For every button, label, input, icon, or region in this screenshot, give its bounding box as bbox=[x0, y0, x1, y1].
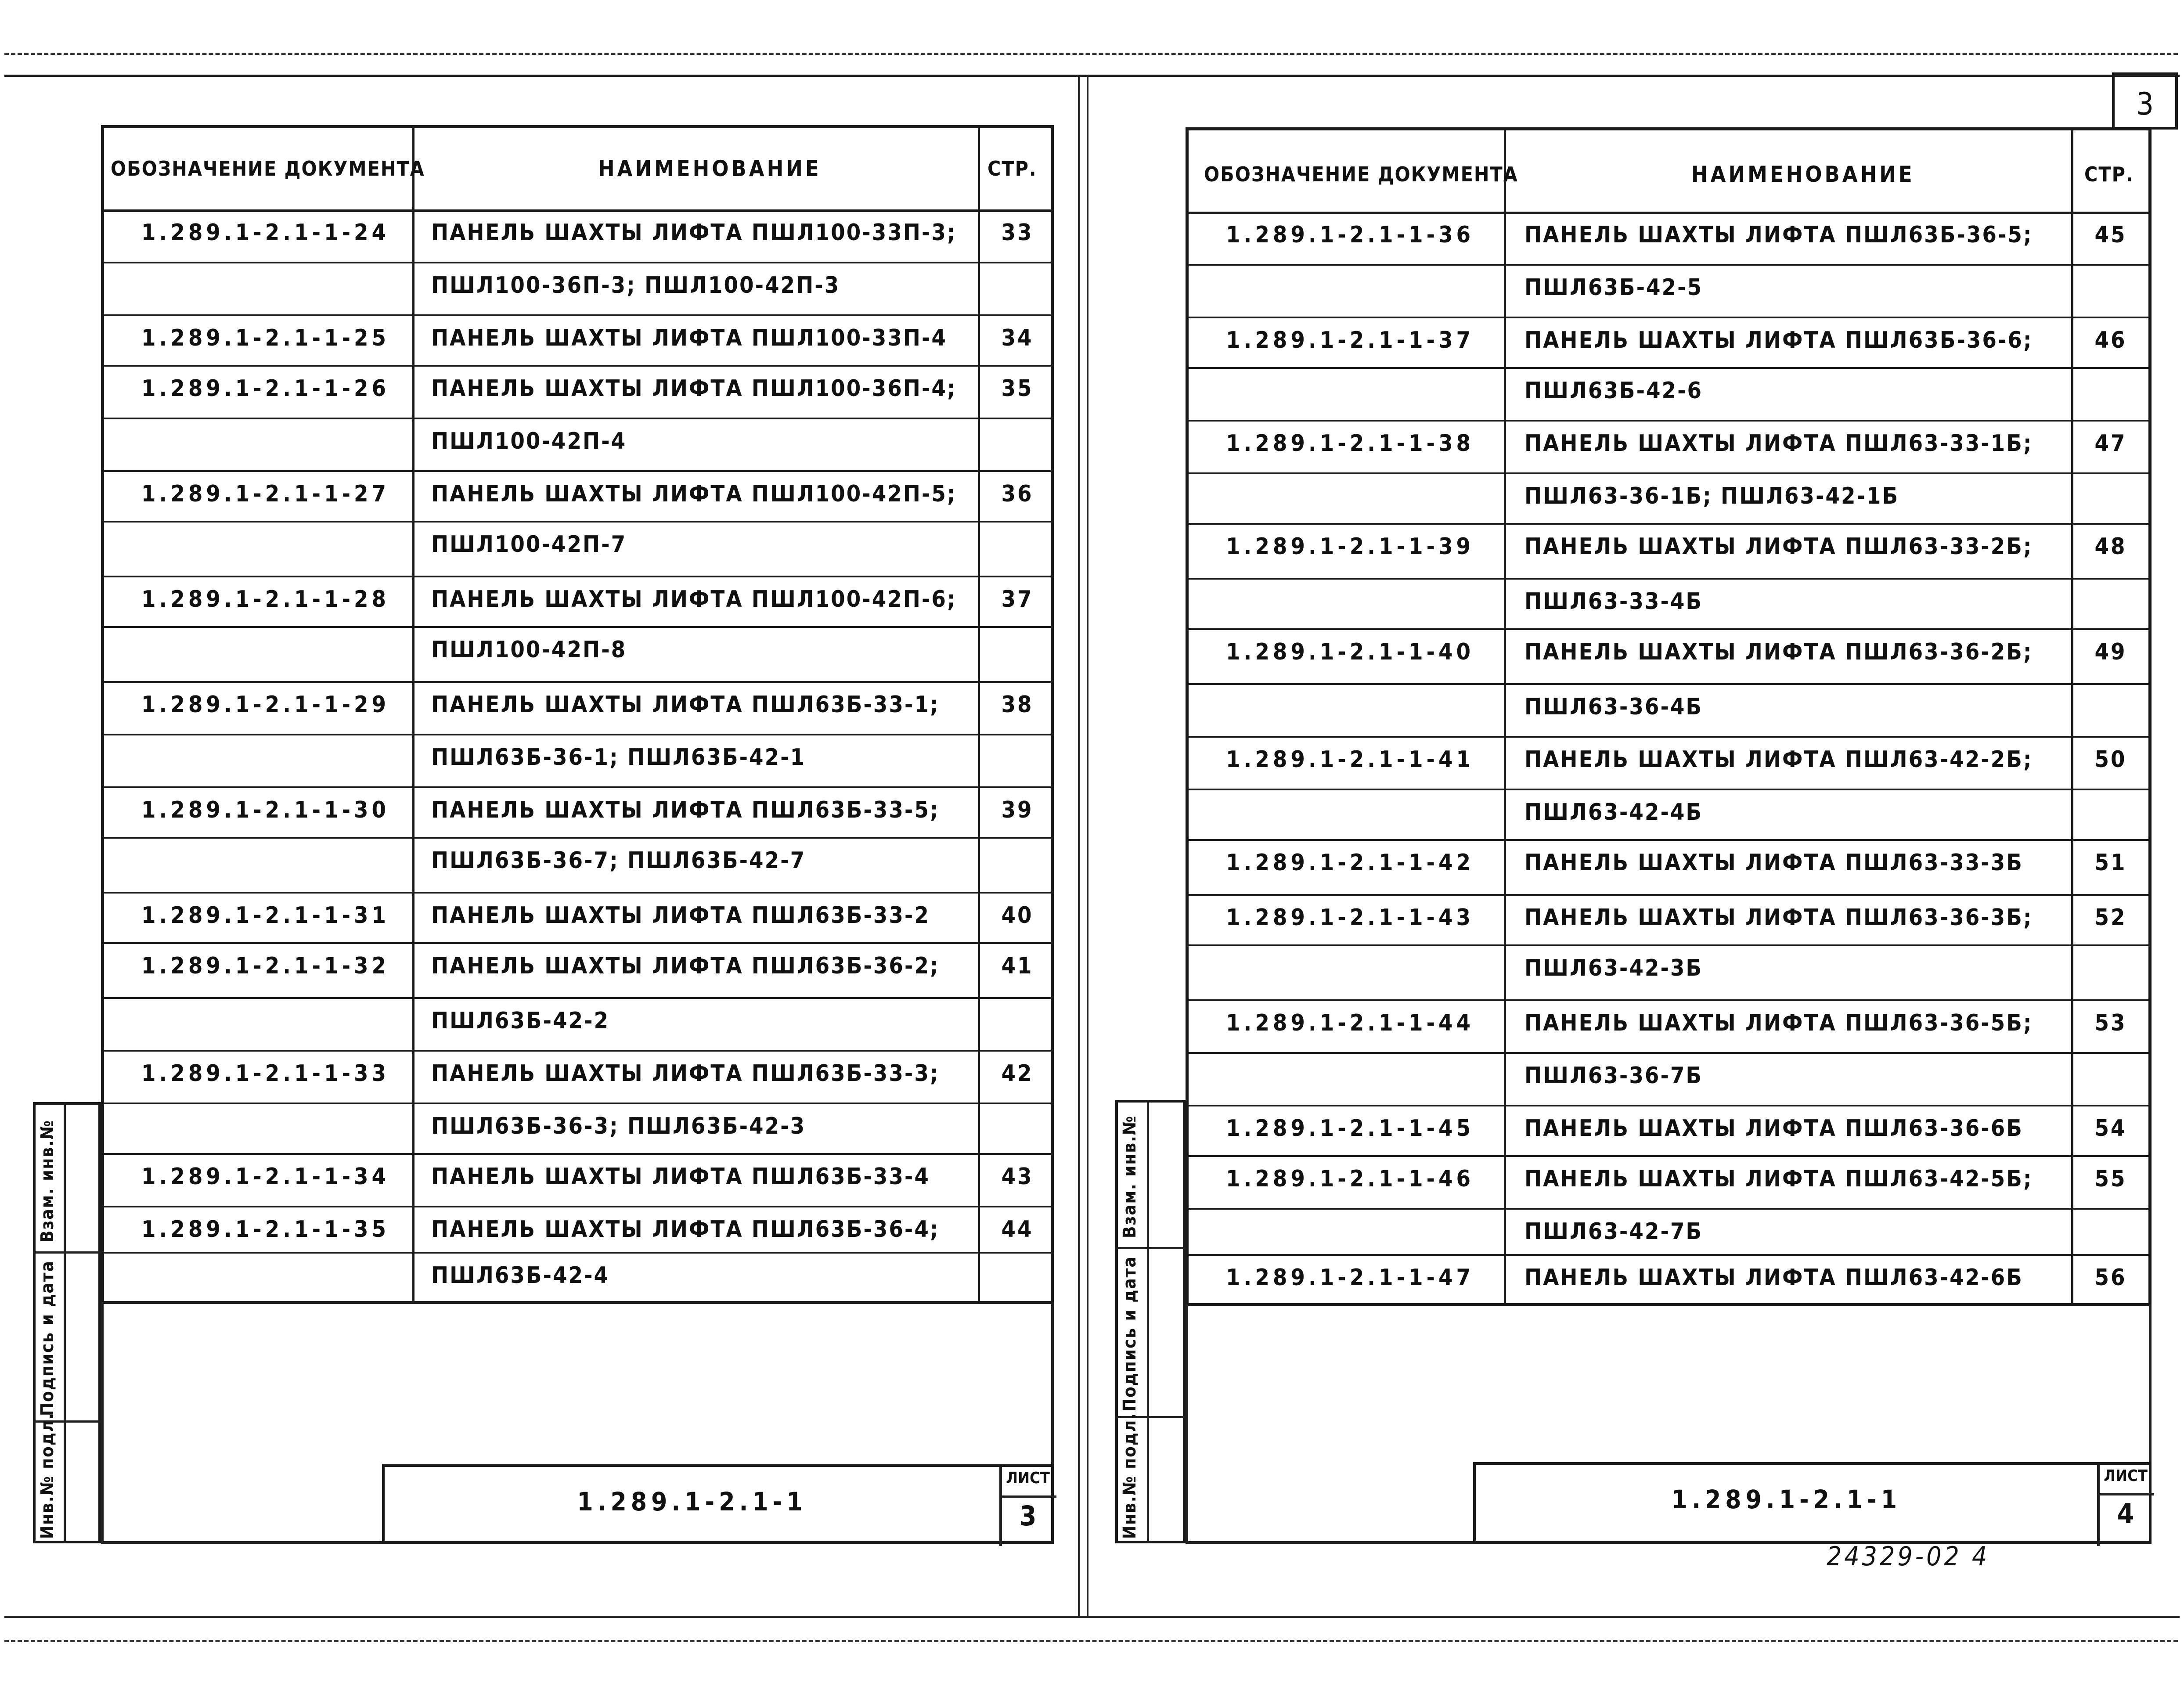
right-label-sign-date: Подпись и дата bbox=[1120, 1256, 1140, 1412]
bottom-dashed-edge bbox=[4, 1640, 2178, 1642]
corner-page-number: 3 bbox=[2136, 86, 2154, 122]
left-row-name: ПАНЕЛЬ ШАХТЫ ЛИФТА ПШЛ63Б-33-3; bbox=[431, 1060, 940, 1087]
right-row-sep bbox=[1189, 1155, 2148, 1157]
right-row-name: ПШЛ63-42-4Б bbox=[1524, 799, 1703, 825]
left-label-sign-date: Подпись и дата bbox=[37, 1260, 58, 1416]
left-row-name: ПАНЕЛЬ ШАХТЫ ЛИФТА ПШЛ63Б-33-5; bbox=[431, 797, 940, 823]
right-row-page: 50 bbox=[2094, 746, 2127, 773]
left-row-code: 1.289.1-2.1-1-26 bbox=[141, 375, 390, 402]
left-row-sep bbox=[104, 892, 1051, 894]
right-header-name: НАИМЕНОВАНИЕ bbox=[1691, 162, 1915, 187]
right-row-sep bbox=[1189, 683, 2148, 685]
right-row-sep bbox=[1189, 578, 2148, 580]
left-strip-inner bbox=[64, 1102, 66, 1543]
left-row-sep bbox=[104, 418, 1051, 419]
left-row-name: ПАНЕЛЬ ШАХТЫ ЛИФТА ПШЛ100-42П-5; bbox=[431, 481, 957, 507]
right-row-page: 45 bbox=[2094, 222, 2127, 248]
left-row-name: ПШЛ100-36П-3; ПШЛ100-42П-3 bbox=[431, 272, 840, 299]
right-header-sep bbox=[1189, 212, 2148, 214]
left-row-name: ПАНЕЛЬ ШАХТЫ ЛИФТА ПШЛ100-33П-4 bbox=[431, 325, 947, 351]
left-title-stamp bbox=[382, 1464, 1054, 1543]
right-row-page: 55 bbox=[2094, 1166, 2127, 1192]
left-row-sep bbox=[104, 681, 1051, 683]
right-row-sep bbox=[1189, 420, 2148, 422]
right-row-code: 1.289.1-2.1-1-41 bbox=[1226, 746, 1474, 773]
left-header-name: НАИМЕНОВАНИЕ bbox=[598, 156, 822, 181]
right-row-page: 46 bbox=[2094, 327, 2127, 353]
right-row-name: ПАНЕЛЬ ШАХТЫ ЛИФТА ПШЛ63-33-3Б bbox=[1524, 850, 2023, 876]
right-row-name: ПШЛ63-36-4Б bbox=[1524, 694, 1703, 720]
left-label-replace-inv: Взам. инв.№ bbox=[37, 1119, 58, 1243]
left-col-sep-1 bbox=[412, 128, 414, 1301]
right-row-page: 48 bbox=[2094, 533, 2127, 560]
right-row-name: ПШЛ63-42-7Б bbox=[1524, 1218, 1703, 1245]
left-row-page: 35 bbox=[1001, 375, 1034, 402]
left-stamp-sheet-sep bbox=[999, 1495, 1056, 1498]
left-row-code: 1.289.1-2.1-1-34 bbox=[141, 1164, 390, 1190]
left-row-code: 1.289.1-2.1-1-29 bbox=[141, 692, 390, 718]
right-row-name: ПАНЕЛЬ ШАХТЫ ЛИФТА ПШЛ63-36-6Б bbox=[1524, 1115, 2023, 1142]
left-row-sep bbox=[104, 734, 1051, 735]
left-row-sep bbox=[104, 521, 1051, 522]
top-border-line bbox=[4, 75, 2180, 77]
left-row-page: 37 bbox=[1001, 586, 1034, 613]
right-row-page: 56 bbox=[2094, 1265, 2127, 1291]
right-row-sep bbox=[1189, 736, 2148, 738]
corner-page-box bbox=[2112, 72, 2178, 130]
left-row-sep bbox=[104, 942, 1051, 944]
right-row-code: 1.289.1-2.1-1-38 bbox=[1226, 430, 1474, 457]
right-stamp-sheet-sep bbox=[2097, 1493, 2154, 1495]
right-row-sep bbox=[1189, 1208, 2148, 1210]
right-row-page: 53 bbox=[2094, 1010, 2127, 1036]
left-row-sep bbox=[104, 837, 1051, 839]
right-row-sep bbox=[1189, 944, 2148, 946]
right-contents-table bbox=[1186, 127, 2152, 1306]
right-row-name: ПШЛ63-33-4Б bbox=[1524, 588, 1703, 615]
left-row-sep bbox=[104, 786, 1051, 788]
left-row-sep bbox=[104, 262, 1051, 263]
right-row-name: ПАНЕЛЬ ШАХТЫ ЛИФТА ПШЛ63-33-2Б; bbox=[1524, 533, 2033, 560]
center-divider bbox=[1078, 75, 1080, 1616]
left-row-code: 1.289.1-2.1-1-24 bbox=[141, 220, 390, 246]
left-row-sep bbox=[104, 1153, 1051, 1155]
left-row-sep bbox=[104, 1252, 1051, 1254]
right-header-page: СТР. bbox=[2084, 162, 2134, 186]
right-row-page: 52 bbox=[2094, 904, 2127, 931]
left-row-name: ПАНЕЛЬ ШАХТЫ ЛИФТА ПШЛ63Б-36-2; bbox=[431, 953, 940, 979]
bottom-border-line bbox=[4, 1616, 2180, 1618]
left-row-sep bbox=[104, 1206, 1051, 1207]
right-row-sep bbox=[1189, 1105, 2148, 1106]
right-row-name: ПАНЕЛЬ ШАХТЫ ЛИФТА ПШЛ63Б-36-6; bbox=[1524, 327, 2033, 353]
left-row-code: 1.289.1-2.1-1-31 bbox=[141, 902, 390, 929]
right-strip-sep-1 bbox=[1115, 1247, 1186, 1249]
right-label-replace-inv: Взам. инв.№ bbox=[1120, 1115, 1140, 1238]
left-row-page: 42 bbox=[1001, 1060, 1034, 1087]
right-frame-bottom-left bbox=[1186, 1304, 1188, 1543]
left-row-page: 33 bbox=[1001, 220, 1034, 246]
left-row-name: ПШЛ63Б-42-2 bbox=[431, 1008, 610, 1034]
right-header-doc-code: ОБОЗНАЧЕНИЕ ДОКУМЕНТА bbox=[1204, 162, 1518, 186]
left-label-inv-orig: Инв.№ подл. bbox=[37, 1413, 58, 1539]
left-row-name: ПАНЕЛЬ ШАХТЫ ЛИФТА ПШЛ100-33П-3; bbox=[431, 220, 957, 246]
right-row-code: 1.289.1-2.1-1-46 bbox=[1226, 1166, 1474, 1192]
left-row-sep bbox=[104, 1050, 1051, 1052]
right-row-sep bbox=[1189, 523, 2148, 525]
right-row-name: ПАНЕЛЬ ШАХТЫ ЛИФТА ПШЛ63Б-36-5; bbox=[1524, 222, 2033, 248]
right-row-page: 49 bbox=[2094, 639, 2127, 665]
left-row-name: ПШЛ100-42П-8 bbox=[431, 637, 627, 663]
left-row-code: 1.289.1-2.1-1-30 bbox=[141, 797, 390, 823]
right-title-stamp bbox=[1473, 1462, 2152, 1543]
center-divider-2 bbox=[1087, 75, 1088, 1616]
left-row-name: ПШЛ100-42П-7 bbox=[431, 531, 627, 558]
left-frame-bottom-left bbox=[101, 1302, 104, 1543]
left-contents-table bbox=[101, 125, 1054, 1304]
right-row-code: 1.289.1-2.1-1-42 bbox=[1226, 850, 1474, 876]
left-row-page: 36 bbox=[1001, 481, 1034, 507]
right-row-sep bbox=[1189, 367, 2148, 369]
left-row-name: ПАНЕЛЬ ШАХТЫ ЛИФТА ПШЛ63Б-33-2 bbox=[431, 902, 930, 929]
left-row-sep bbox=[104, 576, 1051, 577]
left-row-name: ПАНЕЛЬ ШАХТЫ ЛИФТА ПШЛ63Б-36-4; bbox=[431, 1216, 940, 1243]
left-row-page: 44 bbox=[1001, 1216, 1034, 1243]
right-row-code: 1.289.1-2.1-1-39 bbox=[1226, 533, 1474, 560]
left-header-sep bbox=[104, 209, 1051, 212]
left-row-sep bbox=[104, 314, 1051, 316]
right-row-name: ПАНЕЛЬ ШАХТЫ ЛИФТА ПШЛ63-36-3Б; bbox=[1524, 904, 2033, 931]
left-row-page: 39 bbox=[1001, 797, 1034, 823]
right-row-code: 1.289.1-2.1-1-44 bbox=[1226, 1010, 1474, 1036]
left-stamp-sheet-label: ЛИСТ bbox=[1006, 1469, 1050, 1487]
right-row-name: ПШЛ63-36-7Б bbox=[1524, 1063, 1703, 1089]
right-stamp-designation: 1.289.1-2.1-1 bbox=[1671, 1485, 1902, 1514]
right-row-code: 1.289.1-2.1-1-45 bbox=[1226, 1115, 1474, 1142]
left-row-name: ПШЛ63Б-36-3; ПШЛ63Б-42-3 bbox=[431, 1113, 806, 1139]
right-row-code: 1.289.1-2.1-1-43 bbox=[1226, 904, 1474, 931]
left-header-page: СТР. bbox=[987, 157, 1037, 180]
right-row-name: ПАНЕЛЬ ШАХТЫ ЛИФТА ПШЛ63-42-5Б; bbox=[1524, 1166, 2033, 1192]
right-stamp-sheet-number: 4 bbox=[2117, 1498, 2134, 1530]
left-row-name: ПШЛ63Б-36-7; ПШЛ63Б-42-7 bbox=[431, 847, 806, 874]
left-row-name: ПАНЕЛЬ ШАХТЫ ЛИФТА ПШЛ100-42П-6; bbox=[431, 586, 957, 613]
right-row-sep bbox=[1189, 1254, 2148, 1256]
right-row-page: 54 bbox=[2094, 1115, 2127, 1142]
right-row-code: 1.289.1-2.1-1-47 bbox=[1226, 1265, 1474, 1291]
right-row-page: 51 bbox=[2094, 850, 2127, 876]
left-row-code: 1.289.1-2.1-1-28 bbox=[141, 586, 390, 613]
right-row-sep bbox=[1189, 264, 2148, 266]
left-strip-sep-1 bbox=[33, 1251, 101, 1254]
left-row-page: 40 bbox=[1001, 902, 1034, 929]
right-row-name: ПАНЕЛЬ ШАХТЫ ЛИФТА ПШЛ63-42-6Б bbox=[1524, 1265, 2023, 1291]
right-stamp-sheet-label: ЛИСТ bbox=[2104, 1467, 2148, 1485]
left-stamp-sheet-number: 3 bbox=[1019, 1500, 1037, 1532]
left-row-name: ПАНЕЛЬ ШАХТЫ ЛИФТА ПШЛ63Б-33-4 bbox=[431, 1164, 930, 1190]
right-row-sep bbox=[1189, 894, 2148, 896]
right-row-name: ПШЛ63Б-42-5 bbox=[1524, 274, 1703, 301]
right-row-name: ПАНЕЛЬ ШАХТЫ ЛИФТА ПШЛ63-42-2Б; bbox=[1524, 746, 2033, 773]
right-row-name: ПАНЕЛЬ ШАХТЫ ЛИФТА ПШЛ63-33-1Б; bbox=[1524, 430, 2033, 457]
left-row-sep bbox=[104, 365, 1051, 367]
left-row-name: ПАНЕЛЬ ШАХТЫ ЛИФТА ПШЛ63Б-33-1; bbox=[431, 692, 940, 718]
left-row-code: 1.289.1-2.1-1-27 bbox=[141, 481, 390, 507]
right-row-name: ПАНЕЛЬ ШАХТЫ ЛИФТА ПШЛ63-36-5Б; bbox=[1524, 1010, 2033, 1036]
left-row-code: 1.289.1-2.1-1-25 bbox=[141, 325, 390, 351]
left-row-page: 34 bbox=[1001, 325, 1034, 351]
left-row-page: 43 bbox=[1001, 1164, 1034, 1190]
right-row-name: ПШЛ63Б-42-6 bbox=[1524, 378, 1703, 404]
left-row-sep bbox=[104, 626, 1051, 628]
right-row-sep bbox=[1189, 999, 2148, 1001]
left-row-page: 41 bbox=[1001, 953, 1034, 979]
left-row-page: 38 bbox=[1001, 692, 1034, 718]
right-row-sep bbox=[1189, 472, 2148, 474]
left-row-code: 1.289.1-2.1-1-33 bbox=[141, 1060, 390, 1087]
right-row-code: 1.289.1-2.1-1-40 bbox=[1226, 639, 1474, 665]
right-row-code: 1.289.1-2.1-1-37 bbox=[1226, 327, 1474, 353]
right-row-page: 47 bbox=[2094, 430, 2127, 457]
left-stamp-designation: 1.289.1-2.1-1 bbox=[577, 1487, 807, 1517]
right-strip-inner bbox=[1147, 1100, 1149, 1543]
left-row-name: ПШЛ63Б-42-4 bbox=[431, 1262, 610, 1289]
right-row-code: 1.289.1-2.1-1-36 bbox=[1226, 222, 1474, 248]
left-header-doc-code: ОБОЗНАЧЕНИЕ ДОКУМЕНТА bbox=[111, 157, 425, 180]
right-col-sep-1 bbox=[1504, 130, 1506, 1303]
left-row-name: ПШЛ100-42П-4 bbox=[431, 428, 627, 454]
left-row-name: ПШЛ63Б-36-1; ПШЛ63Б-42-1 bbox=[431, 744, 806, 771]
right-row-sep bbox=[1189, 1052, 2148, 1054]
right-row-name: ПАНЕЛЬ ШАХТЫ ЛИФТА ПШЛ63-36-2Б; bbox=[1524, 639, 2033, 665]
right-row-sep bbox=[1189, 789, 2148, 790]
left-row-name: ПАНЕЛЬ ШАХТЫ ЛИФТА ПШЛ100-36П-4; bbox=[431, 375, 957, 402]
left-row-code: 1.289.1-2.1-1-35 bbox=[141, 1216, 390, 1243]
left-row-sep bbox=[104, 470, 1051, 472]
right-label-inv-orig: Инв.№ подл. bbox=[1120, 1413, 1140, 1539]
right-row-sep bbox=[1189, 628, 2148, 630]
archive-number: 24329-02 4 bbox=[1827, 1541, 1990, 1572]
left-row-sep bbox=[104, 997, 1051, 999]
right-row-sep bbox=[1189, 317, 2148, 318]
right-row-name: ПШЛ63-36-1Б; ПШЛ63-42-1Б bbox=[1524, 483, 1899, 509]
left-row-sep bbox=[104, 1103, 1051, 1104]
right-row-sep bbox=[1189, 839, 2148, 841]
right-row-name: ПШЛ63-42-3Б bbox=[1524, 955, 1703, 981]
top-dashed-edge bbox=[4, 53, 2178, 55]
left-row-code: 1.289.1-2.1-1-32 bbox=[141, 953, 390, 979]
